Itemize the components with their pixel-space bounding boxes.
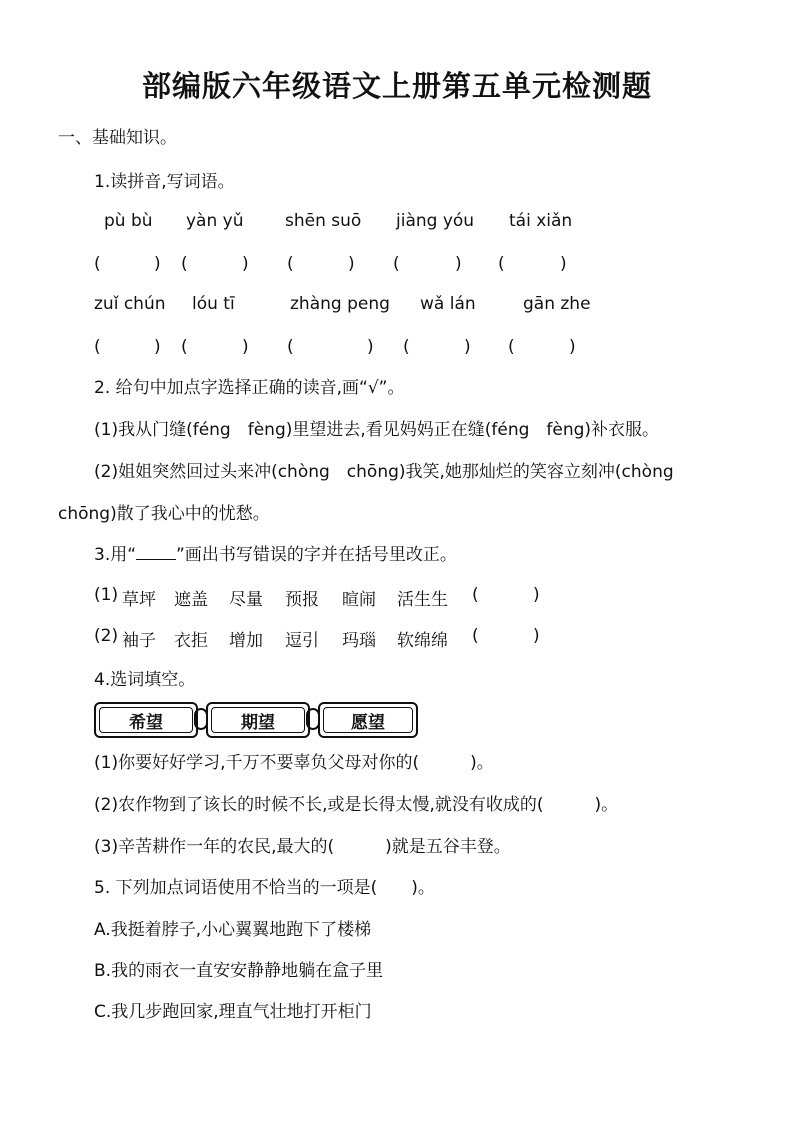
bracket-left: ( — [181, 254, 188, 274]
pinyin-item: shēn suō — [285, 211, 362, 231]
pinyin-item: pù bù — [104, 211, 153, 231]
row-label: (1) — [94, 585, 119, 605]
bracket-right: ) — [533, 585, 540, 605]
word-item: 玛瑙 — [342, 631, 376, 651]
question-3-prompt — [94, 543, 457, 567]
word-item: 草坪 — [122, 590, 156, 610]
word-choice-label: 希望 — [99, 707, 193, 733]
question-2-prompt: 2. 给句中加点字选择正确的读音,画“√”。 — [94, 378, 405, 398]
bracket-right: ) — [464, 337, 471, 357]
bracket-right: ) — [154, 337, 161, 357]
pinyin-item: jiàng yóu — [396, 211, 475, 231]
bracket-right: ) — [533, 626, 540, 646]
prompt-text: 3.用“ — [94, 545, 137, 565]
bracket-left: ( — [94, 337, 101, 357]
word-item: 逗引 — [285, 631, 319, 651]
word-item: 活生生 — [397, 590, 448, 610]
word-choice-label: 愿望 — [323, 707, 413, 733]
pinyin-item: gān zhe — [523, 294, 591, 314]
row-label: (2) — [94, 626, 119, 646]
word-choice-box — [318, 702, 418, 738]
pinyin-item: zhàng peng — [290, 294, 390, 314]
word-item: 增加 — [229, 631, 263, 651]
pinyin-item: yàn yǔ — [186, 211, 244, 231]
question-4-sentence-3: (3)辛苦耕作一年的农民,最大的( )就是五谷丰登。 — [94, 837, 511, 857]
question-1-prompt: 1.读拼音,写词语。 — [94, 172, 235, 192]
bracket-left: ( — [287, 337, 294, 357]
bracket-left: ( — [403, 337, 410, 357]
word-item: 软绵绵 — [397, 631, 448, 651]
word-item: 遮盖 — [174, 590, 208, 610]
question-4-sentence-2: (2)农作物到了该长的时候不长,或是长得太慢,就没有收成的( )。 — [94, 795, 619, 815]
pinyin-item: tái xiǎn — [509, 211, 573, 231]
bracket-right: ) — [367, 337, 374, 357]
bracket-right: ) — [242, 337, 249, 357]
question-5-prompt: 5. 下列加点词语使用不恰当的一项是( )。 — [94, 878, 435, 898]
page-title: 部编版六年级语文上册第五单元检测题 — [141, 69, 652, 103]
bracket-left: ( — [472, 626, 479, 646]
bracket-left: ( — [508, 337, 515, 357]
bracket-right: ) — [348, 254, 355, 274]
question-5-option-c: C.我几步跑回家,理直气壮地打开柜门 — [94, 1002, 372, 1022]
underline-sample — [136, 545, 176, 560]
question-4-sentence-1: (1)你要好好学习,千万不要辜负父母对你的( )。 — [94, 753, 494, 773]
bracket-left: ( — [472, 585, 479, 605]
bracket-left: ( — [393, 254, 400, 274]
bracket-right: ) — [455, 254, 462, 274]
pinyin-item: wǎ lán — [420, 294, 476, 314]
bracket-left: ( — [181, 337, 188, 357]
question-2-item-1: (1)我从门缝(féng fèng)里望进去,看见妈妈正在缝(féng fèng)补衣服。 — [94, 420, 660, 440]
word-item: 暄闹 — [342, 590, 376, 610]
word-choice-label: 期望 — [211, 707, 305, 733]
question-5-option-a: A.我挺着脖子,小心翼翼地跑下了楼梯 — [94, 920, 372, 940]
word-item: 衣拒 — [174, 631, 208, 651]
question-2-item-2: (2)姐姐突然回过头来冲(chòng chōng)我笑,她那灿烂的笑容立刻冲(chòng — [94, 462, 674, 482]
bracket-right: ) — [569, 337, 576, 357]
pinyin-item: lóu tī — [192, 294, 235, 314]
question-2-item-2-cont: chōng)散了我心中的忧愁。 — [58, 504, 270, 524]
prompt-text: ”画出书写错误的字并在括号里改正。 — [176, 545, 457, 565]
bracket-left: ( — [94, 254, 101, 274]
bracket-right: ) — [560, 254, 567, 274]
word-item: 尽量 — [229, 590, 263, 610]
word-item: 预报 — [285, 590, 319, 610]
bracket-right: ) — [242, 254, 249, 274]
question-5-option-b: B.我的雨衣一直安安静静地躺在盒子里 — [94, 961, 384, 981]
bracket-right: ) — [154, 254, 161, 274]
section-heading: 一、基础知识。 — [58, 128, 177, 148]
bracket-left: ( — [498, 254, 505, 274]
word-choice-box — [206, 702, 310, 738]
word-choice-box — [94, 702, 198, 738]
pinyin-item: zuǐ chún — [94, 294, 166, 314]
question-4-prompt: 4.选词填空。 — [94, 670, 196, 690]
bracket-left: ( — [287, 254, 294, 274]
word-item: 袖子 — [122, 631, 156, 651]
